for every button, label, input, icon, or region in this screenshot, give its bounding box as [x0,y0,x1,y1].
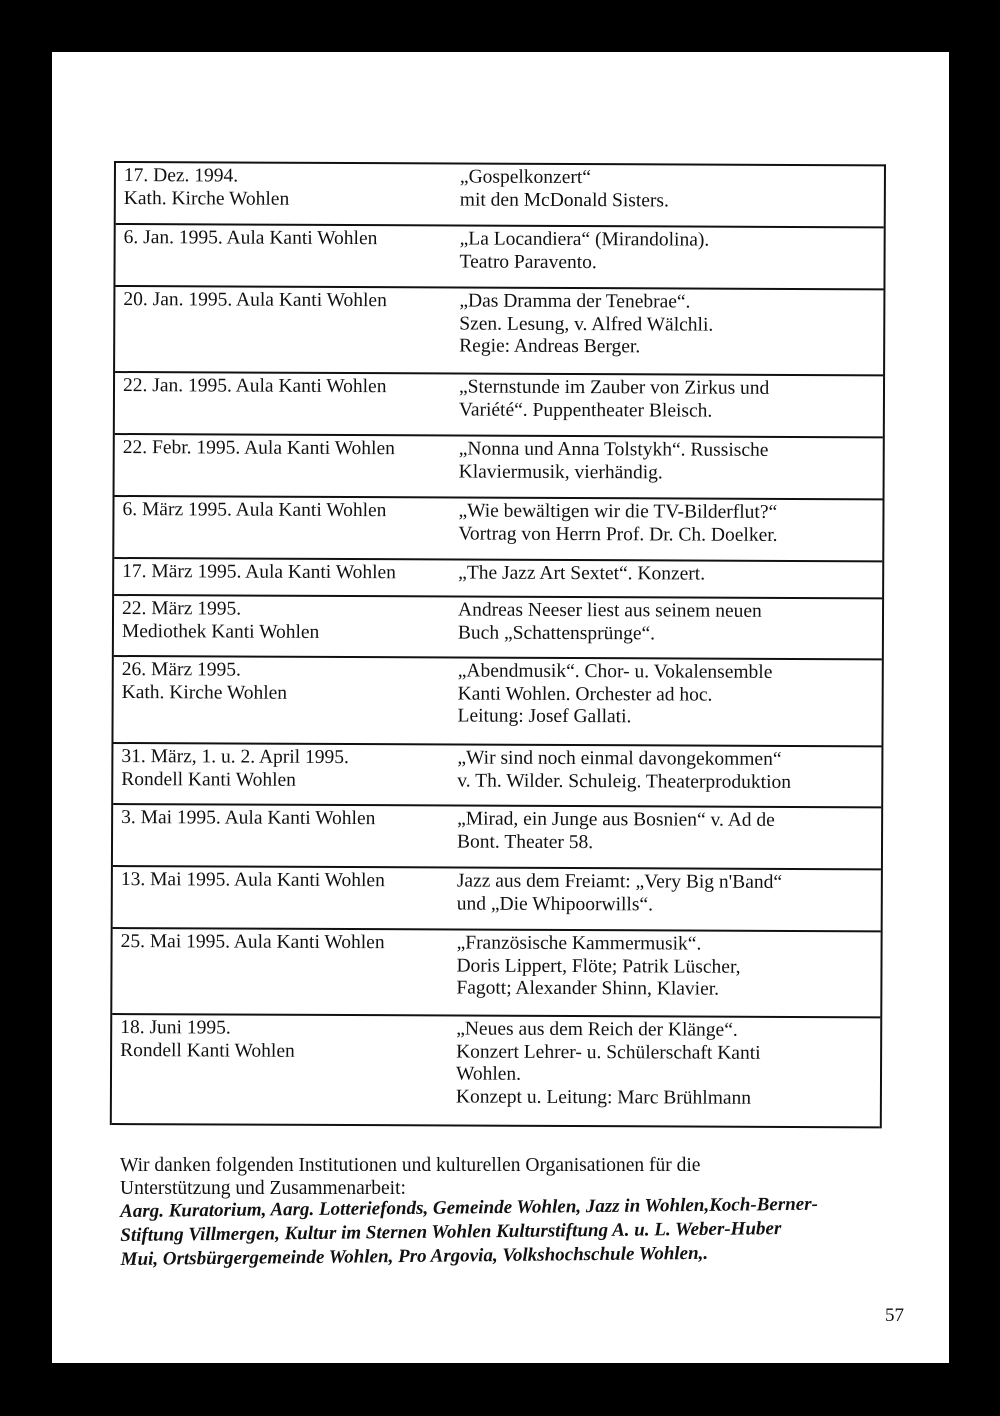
event-line: „Abendmusik“. Chor- u. Vokalensemble [457,660,773,683]
event-description [457,809,881,869]
event-line: „Wie bewältigen wir die TV-Bilderflut?“ [458,500,778,523]
event-line: Klaviermusik, vierhändig. [458,461,663,483]
event-date-venue [114,561,458,596]
sponsor-line: Aarg. Kuratorium, Aarg. Lotteriefonds, Gemeinde Wohlen, Jazz in Wohlen,Koch-Berner- [120,1193,819,1222]
event-line: v. Th. Wilder. Schuleig. Theaterproduktion [457,770,792,793]
date-line: 17. Dez. 1994. [123,165,239,187]
table-row [115,435,883,500]
date-line: 6. Jan. 1995. Aula Kanti Wohlen [123,227,378,250]
table-row [112,929,880,1018]
event-date-venue [115,227,459,287]
date-line: 22. März 1995. [122,598,242,620]
event-description [457,748,881,807]
event-line: „Sternstunde im Zauber von Zirkus und [458,376,770,399]
event-line: „Mirad, ein Junge aus Bosnien“ v. Ad de [457,808,775,831]
event-description [458,600,882,659]
date-line: 31. März, 1. u. 2. April 1995. [121,746,349,769]
event-line: Regie: Andreas Berger. [459,335,641,358]
event-date-venue [113,659,457,744]
date-line: Kath. Kirche Wohlen [123,187,290,210]
event-line: Buch „Schattensprünge“. [457,622,656,644]
event-line: mit den McDonald Sisters. [459,189,669,211]
date-line: 13. Mai 1995. Aula Kanti Wohlen [120,869,385,892]
event-line: „Französische Kammermusik“. [456,932,702,955]
event-line: Szen. Lesung, v. Alfred Wälchli. [459,313,714,336]
event-description [459,439,883,499]
sponsor-line: Mui, Ortsbürgergemeinde Wohlen, Pro Argovia, Volkshochschule Wohlen,. [120,1242,709,1270]
table-row [115,287,883,376]
event-date-venue [115,375,459,435]
sponsor-list [120,1192,901,1272]
table-row [113,867,881,932]
event-line: Konzert Lehrer- u. Schülerschaft Kanti [456,1041,761,1064]
date-line: 17. März 1995. Aula Kanti Wohlen [122,561,396,584]
event-line: „Nonna und Anna Tolstykh“. Russische [458,438,769,461]
event-line: Jazz aus dem Freiamt: „Very Big n'Band“ [456,870,783,893]
table-row [113,805,881,870]
page-number: 57 [885,1305,904,1326]
event-description [457,661,881,746]
event-date-venue [116,165,460,225]
event-description [459,291,883,375]
table-row [114,497,882,562]
table-row [115,373,883,438]
event-line: Fagott; Alexander Shinn, Klavier. [456,977,720,1000]
table-row [113,657,881,747]
table-row [113,744,881,808]
event-date-venue [112,1017,456,1124]
event-schedule-table [110,161,886,1128]
event-date-venue [113,869,457,929]
date-line: 22. Jan. 1995. Aula Kanti Wohlen [122,375,387,398]
event-date-venue [113,807,457,867]
table-row [114,596,882,660]
event-line: „Wir sind noch einmal davongekommen“ [457,747,782,770]
sponsor-line: Stiftung Villmergen, Kultur im Sternen Wohlen Kulturstiftung A. u. L. Weber-Huber [120,1218,782,1246]
table-row [114,559,882,599]
table-row [112,1015,880,1128]
event-line: „Gospelkonzert“ [459,166,592,189]
event-line: Teatro Paravento. [459,251,597,273]
event-date-venue [115,289,459,373]
event-date-venue [114,499,458,559]
event-date-venue [112,931,456,1015]
date-line: Rondell Kanti Wohlen [121,768,296,791]
date-line: 25. Mai 1995. Aula Kanti Wohlen [120,931,385,954]
date-line: Rondell Kanti Wohlen [120,1039,295,1062]
event-description [457,871,881,931]
event-line: Leitung: Josef Gallati. [457,705,632,728]
event-line: Variété“. Puppentheater Bleisch. [458,399,713,422]
date-line: 22. Febr. 1995. Aula Kanti Wohlen [122,437,395,460]
event-description [456,1019,880,1127]
event-date-venue [113,746,457,805]
table-row [116,163,884,228]
intro-line: Unterstützung und Zusammenarbeit: [120,1178,406,1199]
event-date-venue [115,437,459,497]
event-description [459,229,883,289]
event-description [458,563,882,598]
event-description [459,377,883,437]
event-line: Bont. Theater 58. [456,831,594,853]
date-line: 6. März 1995. Aula Kanti Wohlen [122,499,387,522]
intro-line: Wir danken folgenden Institutionen und kulturellen Organisationen für die [120,1155,701,1176]
date-line: Kath. Kirche Wohlen [121,681,288,704]
event-date-venue [114,598,458,657]
date-line: 18. Juni 1995. [120,1017,231,1039]
event-line: und „Die Whipoorwills“. [456,893,654,915]
event-line: „Neues aus dem Reich der Klänge“. [456,1018,738,1041]
event-line: Kanti Wohlen. Orchester ad hoc. [457,683,713,706]
event-description [460,167,884,227]
event-line: „The Jazz Art Sextet“. Konzert. [458,562,706,585]
event-line: „La Locandiera“ (Mirandolina). [459,228,710,251]
event-line: „Das Dramma der Tenebrae“. [459,290,691,313]
event-line: Wohlen. [455,1063,522,1085]
event-line: Andreas Neeser liest aus seinem neuen [457,599,762,622]
event-description [456,933,880,1017]
document-page [52,52,949,1363]
date-line: 20. Jan. 1995. Aula Kanti Wohlen [123,289,387,312]
date-line: 3. Mai 1995. Aula Kanti Wohlen [121,807,376,830]
event-line: Vortrag von Herrn Prof. Dr. Ch. Doelker. [458,523,778,546]
acknowledgements [120,1154,900,1272]
event-line: Doris Lippert, Flöte; Patrik Lüscher, [456,955,741,978]
event-line: Konzept u. Leitung: Marc Brühlmann [455,1086,752,1109]
date-line: Mediothek Kanti Wohlen [121,620,320,643]
event-description [458,501,882,561]
date-line: 26. März 1995. [121,659,241,681]
table-row [115,225,883,290]
